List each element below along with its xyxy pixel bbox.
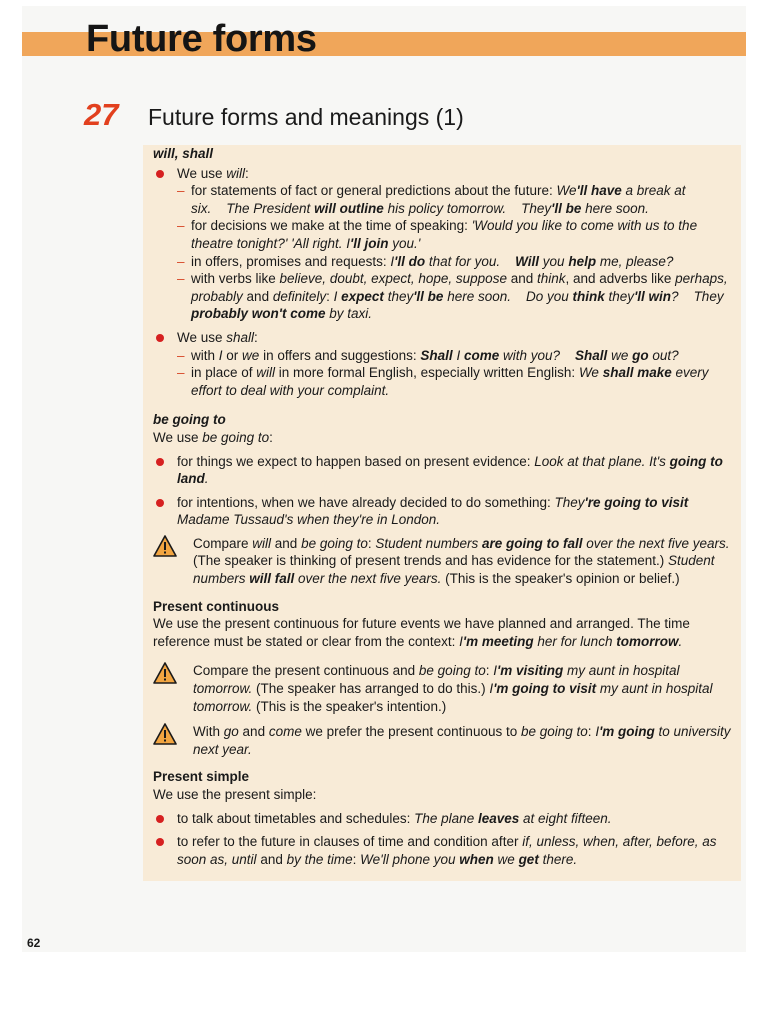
dash-icon: –: [177, 183, 185, 199]
sub-item-predictions: – for statements of fact or general predictions about the future: We'll have a break at six. The President will outline his policy tomorrow. They'll be here soon.: [177, 183, 686, 216]
dash-icon: –: [177, 347, 185, 363]
warning-note-go-and-come: With go and come we prefer the present continuous to be going to: I'm going to university next year.: [153, 723, 735, 758]
red-dot-icon: [156, 838, 164, 846]
red-dot-icon: [156, 334, 164, 342]
warning-note-continuous-vs-going-to: Compare the present continuous and be going to: I'm visiting my aunt in hospital tomorrow. (The speaker has arranged to do this.) I'm going to visit my aunt in hospital tomorrow. (This is the speaker's intention.): [153, 662, 735, 715]
section-heading-present-simple: Present simple: [153, 769, 250, 785]
red-dot-icon: [156, 815, 164, 823]
present-continuous-explanation: We use the present continuous for future events we have planned and arranged. The time reference must be stated or clear from the context: I'm meeting her for lunch tomorrow.: [153, 616, 690, 649]
sub-item-formal-english: – in place of will in more formal English, especially written English: We shall make every effort to deal with your complaint.: [177, 365, 709, 398]
warning-triangle-icon: [153, 723, 177, 745]
grammar-content: [153, 145, 735, 868]
warning-triangle-icon: [153, 535, 177, 557]
unit-title: Future forms and meanings (1): [148, 104, 464, 130]
dash-icon: –: [177, 271, 185, 287]
sub-item-decisions: – for decisions we make at the time of speaking: 'Would you like to come with us to the theatre tonight?' 'All right. I'll join you.': [177, 218, 698, 251]
bullet-we-use-shall: We use shall:: [153, 329, 735, 347]
going-to-intro: We use be going to:: [153, 429, 273, 445]
unit-number: 27: [84, 97, 119, 132]
bullet-timetables: to talk about timetables and schedules: The plane leaves at eight fifteen.: [153, 810, 735, 828]
dash-icon: –: [177, 218, 185, 234]
bullet-we-use-will: We use will:: [153, 165, 735, 183]
warning-note-will-vs-going-to: Compare will and be going to: Student numbers are going to fall over the next five years. (The speaker is thinking of present trends and has evidence for the statement.) Student numbers will fall over the next five years. (This is the speaker's opinion or belief.): [153, 535, 735, 588]
section-heading-will-shall: will, shall: [153, 146, 214, 161]
present-simple-intro: We use the present simple:: [153, 787, 317, 802]
red-dot-icon: [156, 170, 164, 178]
sub-item-verbs-adverbs: – with verbs like believe, doubt, expect, hope, suppose and think, and adverbs like perhaps, probably and definitely: I expect they'll be here soon. Do you think they'll win? They probably won't come by taxi.: [177, 271, 728, 322]
bullet-time-clauses: to refer to the future in clauses of time and condition after if, unless, when, after, before, as soon as, until and by the time: We'll phone you when we get there.: [153, 833, 735, 868]
section-heading-present-continuous: Present continuous: [153, 598, 280, 614]
page-number: 62: [27, 936, 41, 950]
red-dot-icon: [156, 458, 164, 466]
chapter-title: Future forms: [86, 18, 317, 60]
sub-item-offers-suggestions: – with I or we in offers and suggestions: Shall I come with you? Shall we go out?: [177, 347, 679, 363]
section-heading-be-going-to: be going to: [153, 412, 226, 428]
red-dot-icon: [156, 499, 164, 507]
bullet-present-evidence: for things we expect to happen based on present evidence: Look at that plane. It's going to land.: [153, 453, 735, 488]
dash-icon: –: [177, 253, 185, 269]
dash-icon: –: [177, 365, 185, 381]
warning-triangle-icon: [153, 662, 177, 684]
sub-item-offers: – in offers, promises and requests: I'll do that for you. Will you help me, please?: [177, 253, 674, 269]
bullet-intentions: for intentions, when we have already decided to do something: They're going to visit Madame Tussaud's when they're in London.: [153, 494, 735, 529]
